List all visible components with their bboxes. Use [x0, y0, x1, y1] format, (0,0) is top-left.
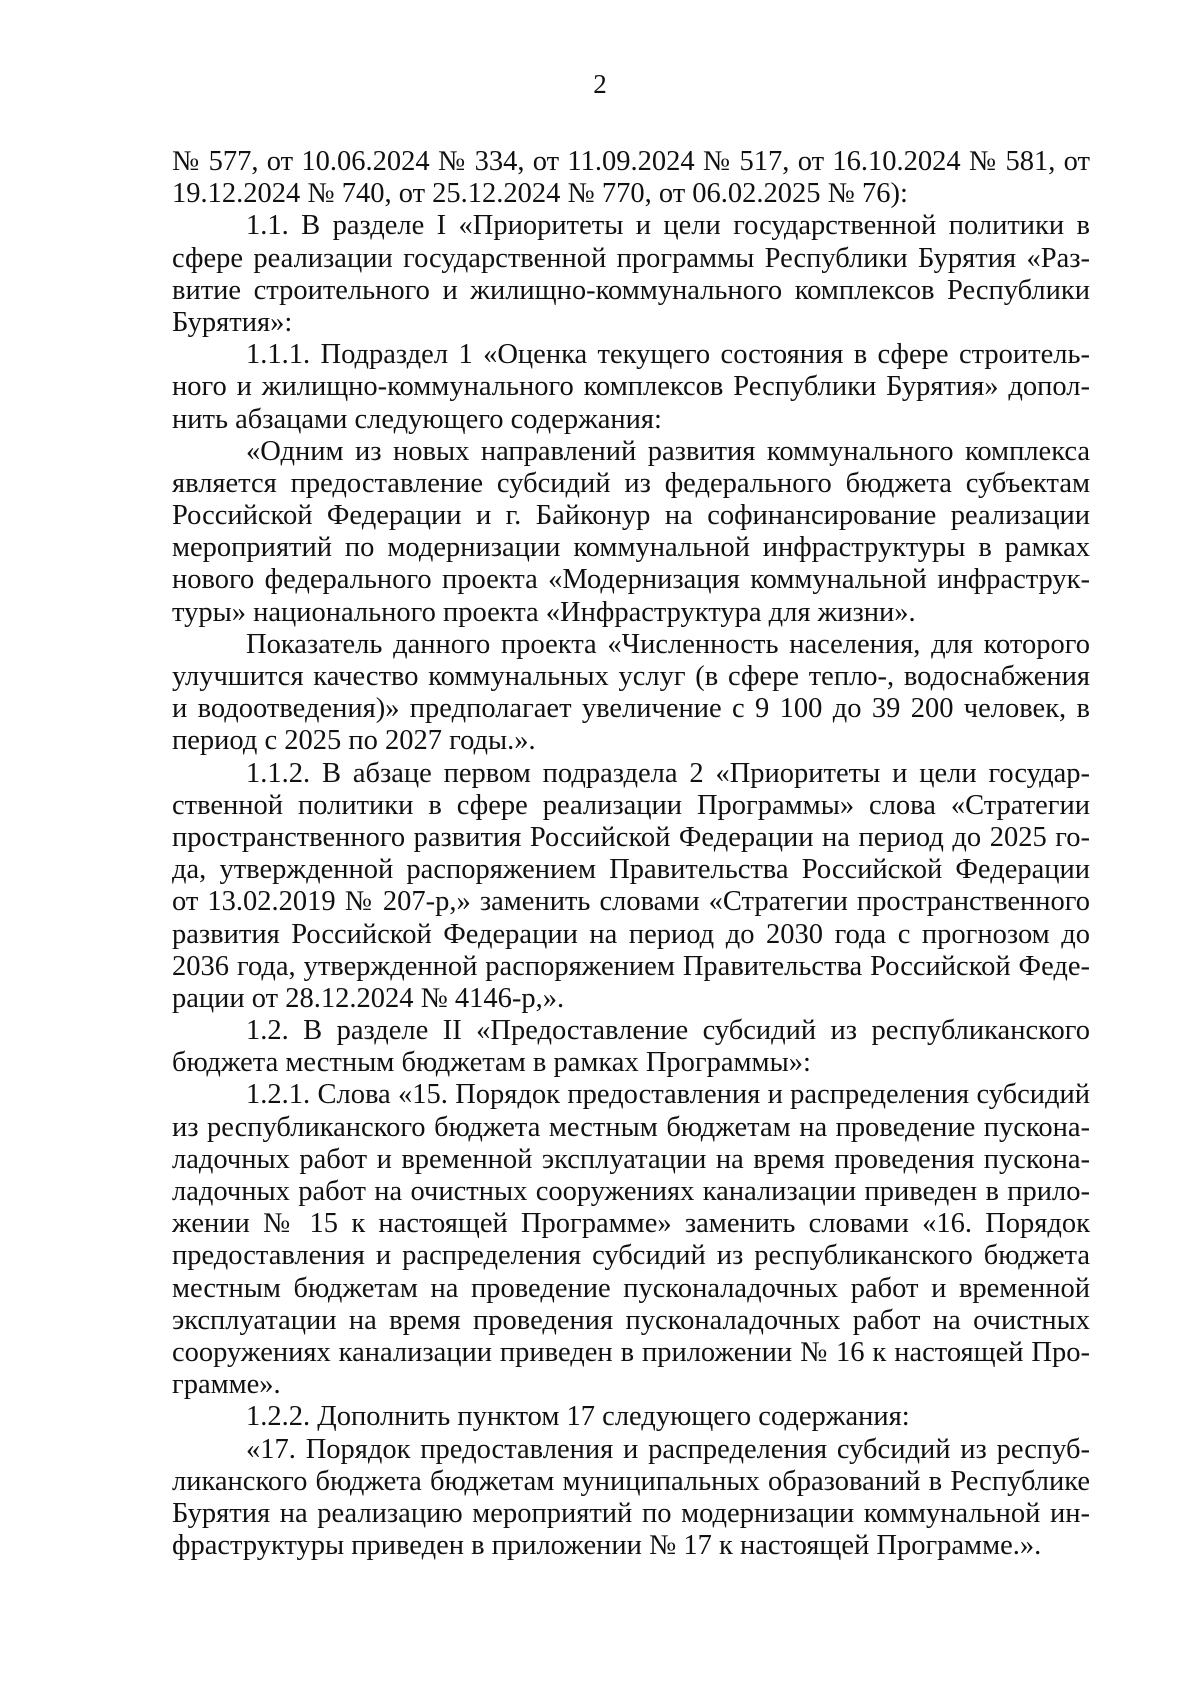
paragraph: [172, 758, 1090, 1016]
text-line: ственной политики в сфере реализации Программы» слова «Стратегии: [172, 789, 1090, 821]
document-body: [172, 146, 1090, 1562]
text-line: рации от 28.12.2024 № 4146-р,».: [172, 982, 565, 1014]
text-line: эксплуатации на время проведения пусконаладочных работ на очистных: [172, 1304, 1090, 1336]
text-line: сооружениях канализации приведен в приложении № 16 к настоящей Про-: [172, 1336, 1090, 1368]
text-line: жении № 15 к настоящей Программе» заменить словами «16. Порядок: [172, 1208, 1090, 1240]
text-line: развития Российской Федерации на период до 2030 года с прогнозом до: [172, 918, 1090, 950]
text-line: улучшится качество коммунальных услуг (в сфере тепло-, водоснабжения: [172, 661, 1090, 692]
text-line: 1.1.1. Подраздел 1 «Оценка текущего состояния в сфере строитель-: [246, 339, 1090, 371]
text-line: бюджета местным бюджетам в рамках Программы»:: [172, 1047, 811, 1079]
text-line: Показатель данного проекта «Численность населения, для которого: [246, 628, 1090, 660]
text-line: мероприятий по модернизации коммунальной инфраструктуры в рамках: [172, 532, 1090, 564]
text-line: 1.2.2. Дополнить пунктом 17 следующего содержания:: [246, 1401, 910, 1433]
paragraph: [172, 436, 1090, 629]
text-line: ладочных работ на очистных сооружениях канализации приведен в прило-: [172, 1176, 1090, 1207]
paragraph: [172, 339, 1090, 436]
text-line: 19.12.2024 № 740, от 25.12.2024 № 770, от 06.02.2025 № 76):: [172, 178, 908, 210]
text-line: Российской Федерации и г. Байконур на софинансирование реализации: [172, 500, 1090, 532]
text-line: от 13.02.2019 № 207-р,» заменить словами «Стратегии пространственного: [172, 886, 1090, 918]
paragraph: [172, 1401, 1090, 1433]
text-line: да, утвержденной распоряжением Правительства Российской Федерации: [172, 854, 1090, 886]
text-line: и водоотведения)» предполагает увеличение с 9 100 до 39 200 человек, в: [172, 693, 1090, 725]
text-line: «Одним из новых направлений развития коммунального комплекса: [246, 435, 1090, 467]
page-number: 2: [593, 69, 607, 99]
paragraph: [172, 1434, 1090, 1563]
text-line: Бурятия»:: [172, 306, 293, 338]
text-line: ладочных работ и временной эксплуатации на время проведения пускона-: [172, 1143, 1090, 1175]
text-line: витие строительного и жилищно-коммунального комплексов Республики: [172, 274, 1090, 306]
text-line: является предоставление субсидий из федерального бюджета субъектам: [172, 467, 1090, 499]
text-line: пространственного развития Российской Федерации на период до 2025 го-: [172, 821, 1090, 853]
text-line: 1.1. В разделе I «Приоритеты и цели государственной политики в: [246, 210, 1090, 242]
text-line: сфере реализации государственной программы Республики Бурятия «Раз-: [172, 242, 1090, 274]
text-line: период с 2025 по 2027 годы.».: [172, 725, 536, 757]
text-line: фраструктуры приведен в приложении № 17 к настоящей Программе.».: [172, 1530, 1042, 1562]
text-line: Бурятия на реализацию мероприятий по модернизации коммунальной ин-: [172, 1497, 1090, 1529]
text-line: грамме».: [172, 1369, 281, 1401]
paragraph: [172, 210, 1090, 339]
text-line: местным бюджетам на проведение пусконаладочных работ и временной: [172, 1272, 1090, 1304]
text-line: «17. Порядок предоставления и распределения субсидий из респуб-: [246, 1433, 1090, 1465]
text-line: нить абзацами следующего содержания:: [172, 403, 662, 435]
paragraph: [172, 1079, 1090, 1401]
text-line: 1.1.2. В абзаце первом подраздела 2 «Приоритеты и цели государ-: [246, 757, 1090, 789]
text-line: из республиканского бюджета местным бюджетам на проведение пускона-: [172, 1111, 1090, 1143]
text-line: 2036 года, утвержденной распоряжением Правительства Российской Феде-: [172, 950, 1090, 982]
text-line: туры» национального проекта «Инфраструктура для жизни».: [172, 596, 916, 628]
text-line: 1.2. В разделе II «Предоставление субсидий из республиканского: [246, 1015, 1090, 1047]
text-line: ного и жилищно-коммунального комплексов Республики Бурятия» допол-: [172, 371, 1090, 403]
paragraph: [172, 1015, 1090, 1079]
paragraph: [172, 629, 1090, 758]
paragraph: [172, 146, 1090, 210]
text-line: № 577, от 10.06.2024 № 334, от 11.09.2024 № 517, от 16.10.2024 № 581, от: [172, 146, 1090, 177]
text-line: 1.2.1. Слова «15. Порядок предоставления и распределения субсидий: [246, 1079, 1090, 1111]
text-line: ликанского бюджета бюджетам муниципальных образований в Республике: [172, 1465, 1090, 1497]
text-line: нового федерального проекта «Модернизация коммунальной инфраструк-: [172, 564, 1090, 596]
text-line: предоставления и распределения субсидий из республиканского бюджета: [172, 1240, 1090, 1272]
